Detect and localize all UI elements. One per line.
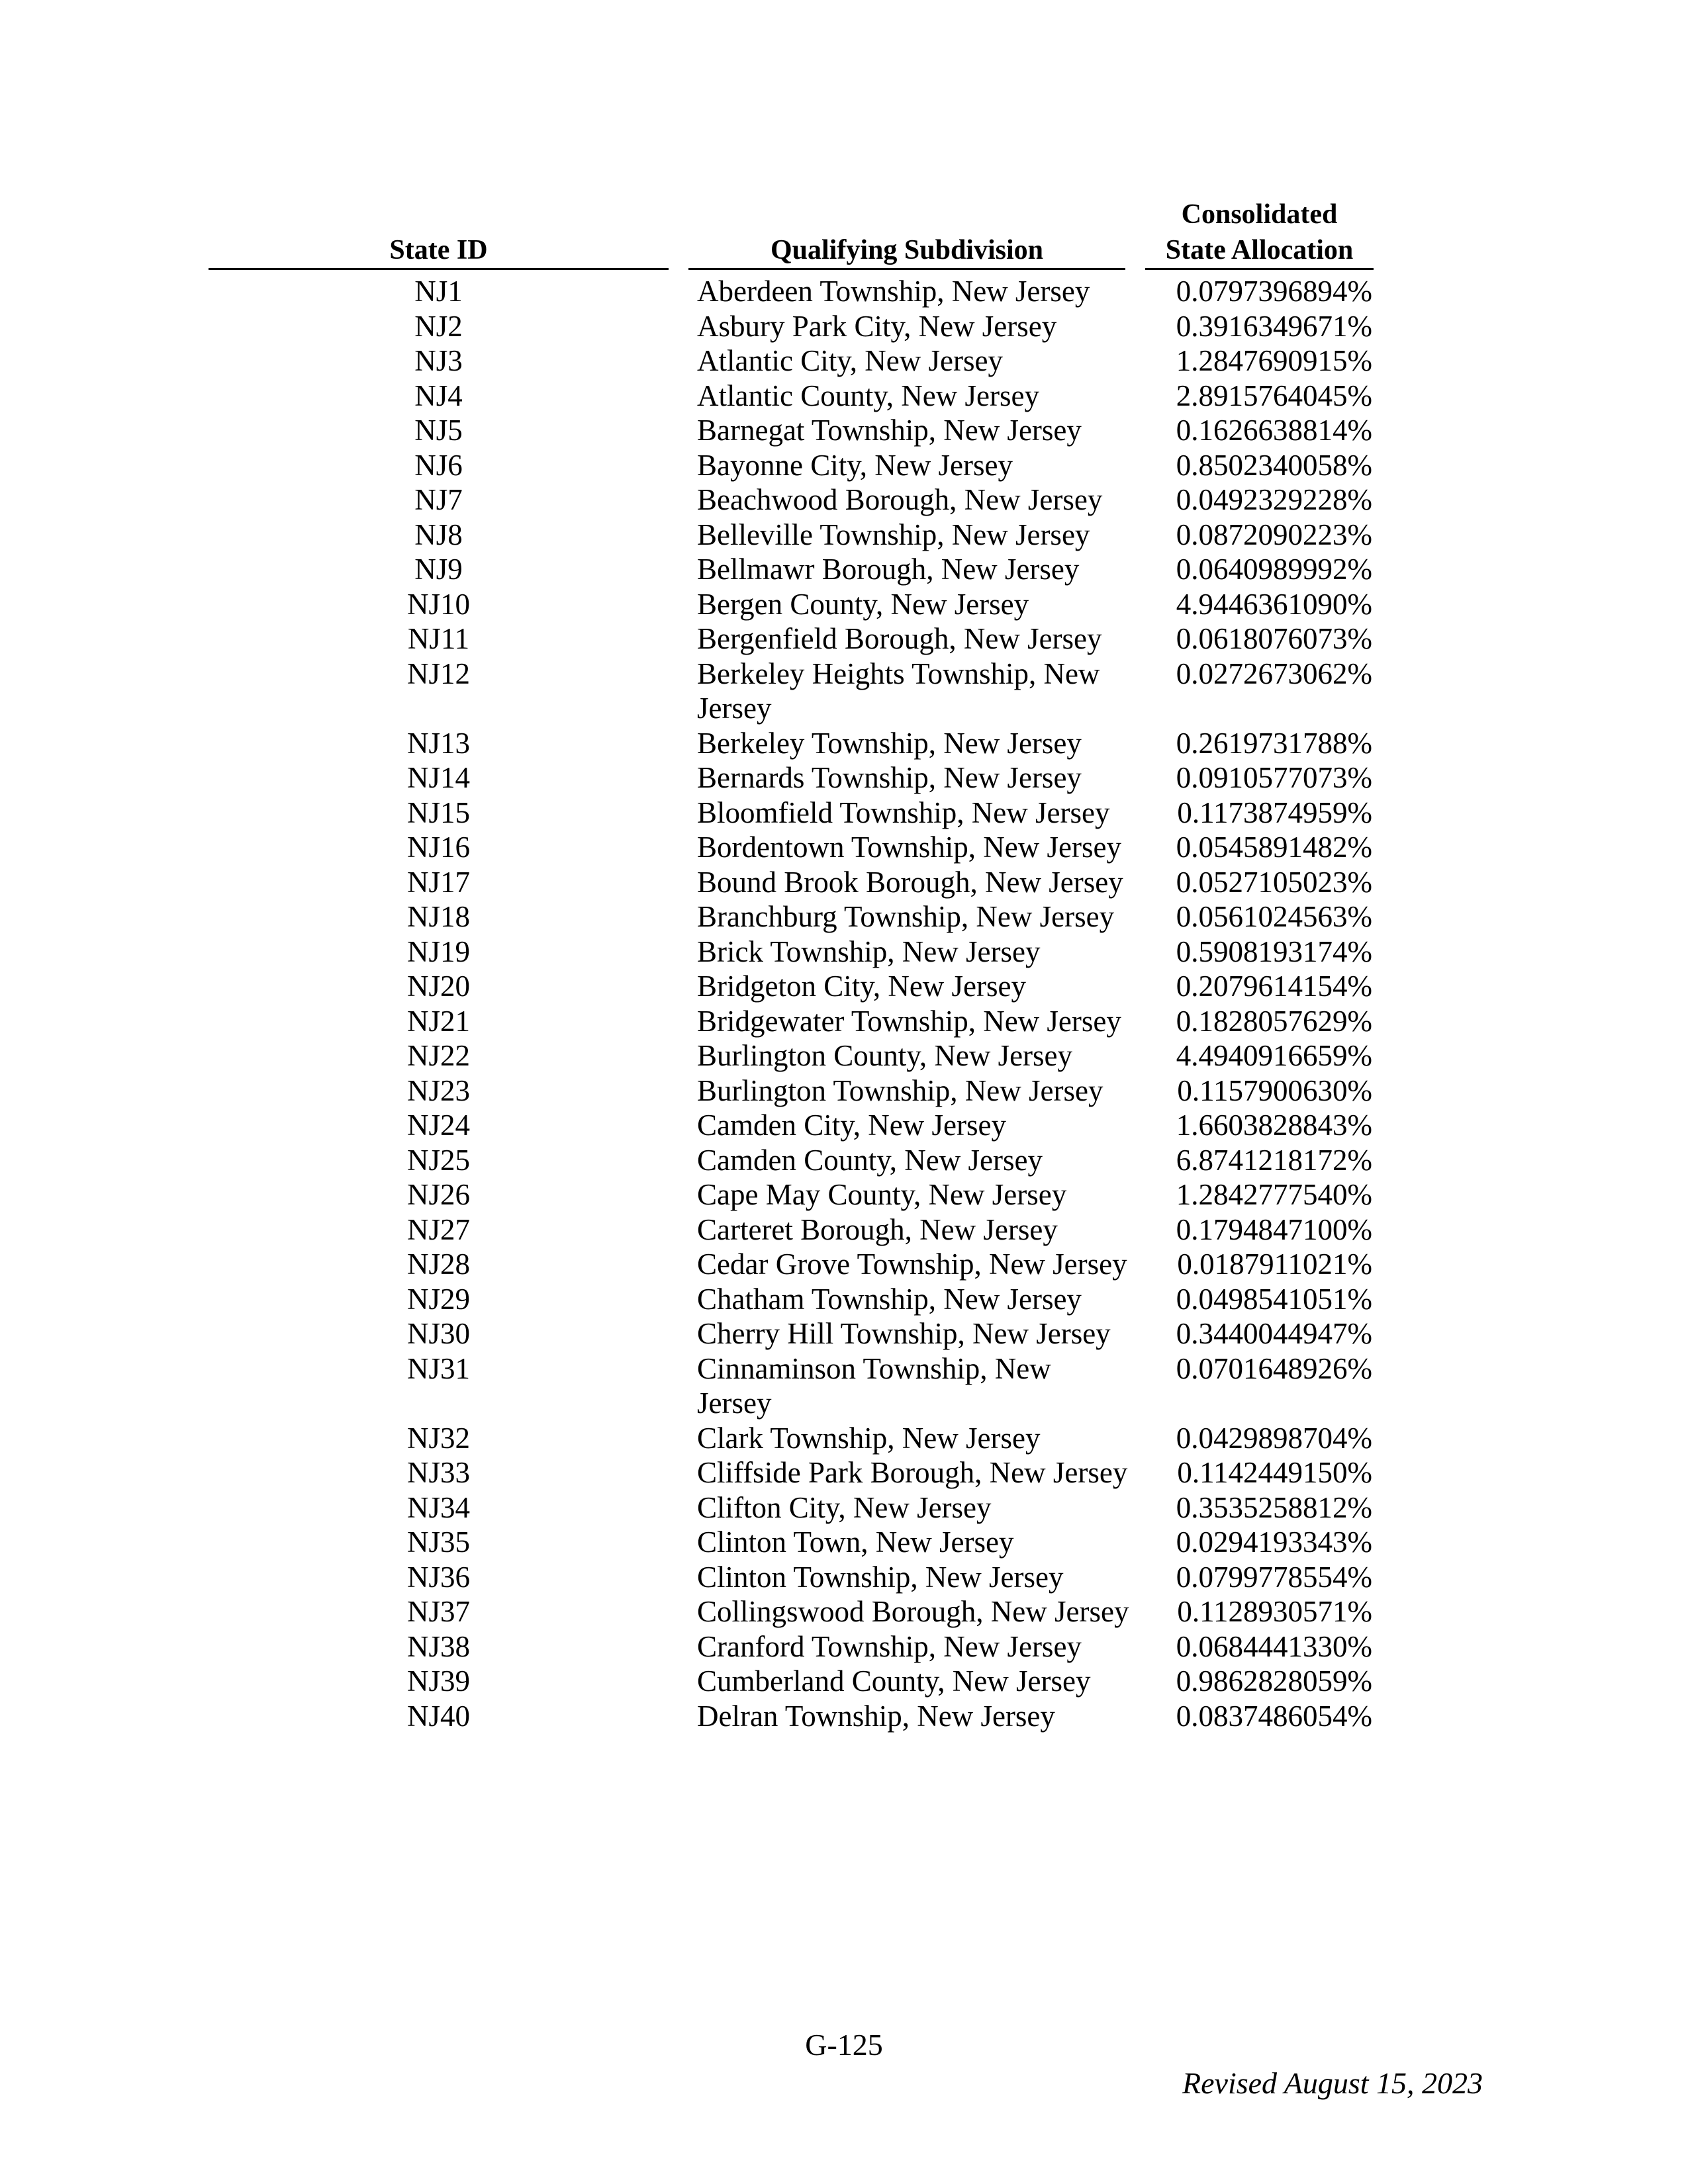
table-row <box>0 1038 1688 1073</box>
state-id-cell: NJ36 <box>406 1560 470 1594</box>
state-id-cell: NJ24 <box>406 1109 470 1142</box>
allocation-cell: 0.0684441330% <box>1176 1629 1372 1663</box>
subdivision-cell: Bridgewater Township, New Jersey <box>697 1004 1121 1038</box>
table-row <box>0 1073 1688 1109</box>
state-id-cell: NJ7 <box>414 483 463 516</box>
subdivision-cell: Brick Township, New Jersey <box>697 934 1041 968</box>
table-row <box>0 1594 1688 1629</box>
subdivision-cell: Delran Township, New Jersey <box>697 1699 1055 1733</box>
table-row <box>0 1699 1688 1734</box>
allocation-cell: 0.0701648926% <box>1176 1351 1372 1385</box>
allocation-cell: 0.2619731788% <box>1176 726 1372 760</box>
table-row <box>0 726 1688 761</box>
allocation-cell: 4.9446361090% <box>1176 587 1372 621</box>
subdivision-cell: Burlington Township, New Jersey <box>697 1073 1103 1107</box>
table-row <box>0 657 1688 726</box>
state-id-cell: NJ34 <box>406 1490 470 1524</box>
allocation-cell: 0.0187911021% <box>1177 1248 1372 1281</box>
table-row <box>0 1629 1688 1664</box>
table-row <box>0 1455 1688 1490</box>
subdivision-cell: Asbury Park City, New Jersey <box>697 309 1057 343</box>
allocation-cell: 0.1173874959% <box>1177 796 1372 829</box>
header-qualifying-subdivision: Qualifying Subdivision <box>770 235 1044 265</box>
table-row <box>0 969 1688 1004</box>
state-id-cell: NJ20 <box>406 970 470 1003</box>
allocation-cell: 0.0498541051% <box>1176 1282 1372 1316</box>
subdivision-cell: Belleville Township, New Jersey <box>697 518 1090 551</box>
allocation-cell: 0.0799778554% <box>1176 1560 1372 1594</box>
header-rule-state-id <box>209 268 669 270</box>
allocation-cell: 2.8915764045% <box>1176 379 1372 412</box>
state-id-cell: NJ10 <box>406 587 470 621</box>
allocation-cell: 0.1626638814% <box>1176 414 1372 447</box>
table-body <box>0 274 1688 1733</box>
allocation-cell: 0.0797396894% <box>1176 275 1372 308</box>
subdivision-cell: Cinnaminson Township, New Jersey <box>697 1351 1051 1420</box>
subdivision-cell: Barnegat Township, New Jersey <box>697 414 1082 447</box>
allocation-cell: 1.2847690915% <box>1176 344 1372 377</box>
subdivision-cell: Cedar Grove Township, New Jersey <box>697 1248 1127 1281</box>
subdivision-cell: Berkeley Township, New Jersey <box>697 726 1082 760</box>
state-id-cell: NJ40 <box>406 1699 470 1733</box>
state-id-cell: NJ28 <box>406 1248 470 1281</box>
subdivision-cell: Branchburg Township, New Jersey <box>697 900 1115 933</box>
subdivision-cell: Clinton Township, New Jersey <box>697 1560 1064 1594</box>
state-id-cell: NJ15 <box>406 796 470 829</box>
state-id-cell: NJ38 <box>406 1629 470 1663</box>
subdivision-cell: Cape May County, New Jersey <box>697 1178 1067 1211</box>
table-row <box>0 934 1688 970</box>
allocation-cell: 6.8741218172% <box>1176 1143 1372 1177</box>
subdivision-cell: Aberdeen Township, New Jersey <box>697 275 1090 308</box>
subdivision-cell: Bernards Township, New Jersey <box>697 761 1082 794</box>
allocation-cell: 0.1157900630% <box>1177 1073 1372 1107</box>
state-id-cell: NJ12 <box>406 657 470 690</box>
subdivision-cell: Bergenfield Borough, New Jersey <box>697 622 1102 655</box>
state-id-cell: NJ39 <box>406 1664 470 1698</box>
state-id-cell: NJ26 <box>406 1178 470 1211</box>
table-row <box>0 1421 1688 1456</box>
allocation-cell: 0.0272673062% <box>1176 657 1372 690</box>
table-row <box>0 1108 1688 1143</box>
table-row <box>0 1560 1688 1595</box>
table-row <box>0 796 1688 831</box>
header-allocation-line2: State Allocation <box>1165 235 1354 265</box>
subdivision-cell: Atlantic City, New Jersey <box>697 344 1003 377</box>
state-id-cell: NJ2 <box>414 309 463 343</box>
state-id-cell: NJ37 <box>406 1595 470 1628</box>
subdivision-cell: Bridgeton City, New Jersey <box>697 970 1026 1003</box>
header-rule-allocation <box>1145 268 1374 270</box>
table-row <box>0 1282 1688 1317</box>
table-row <box>0 899 1688 934</box>
state-id-cell: NJ13 <box>406 726 470 760</box>
table-row <box>0 482 1688 518</box>
table-row <box>0 1351 1688 1421</box>
table-row <box>0 379 1688 414</box>
subdivision-cell: Beachwood Borough, New Jersey <box>697 483 1103 516</box>
state-id-cell: NJ3 <box>414 344 463 377</box>
state-id-cell: NJ11 <box>407 622 470 655</box>
state-id-cell: NJ5 <box>414 414 463 447</box>
state-id-cell: NJ6 <box>414 448 463 482</box>
table-row <box>0 309 1688 344</box>
subdivision-cell: Bloomfield Township, New Jersey <box>697 796 1110 829</box>
allocation-cell: 1.6603828843% <box>1176 1109 1372 1142</box>
state-id-cell: NJ22 <box>406 1039 470 1072</box>
allocation-cell: 0.0545891482% <box>1176 831 1372 864</box>
subdivision-cell: Bayonne City, New Jersey <box>697 448 1013 482</box>
subdivision-cell: Atlantic County, New Jersey <box>697 379 1039 412</box>
header-allocation-line1: Consolidated <box>1181 199 1338 230</box>
subdivision-cell: Bellmawr Borough, New Jersey <box>697 553 1080 586</box>
state-id-cell: NJ17 <box>406 865 470 899</box>
allocation-cell: 0.1794847100% <box>1176 1212 1372 1246</box>
allocation-cell: 0.3440044947% <box>1176 1317 1372 1350</box>
allocation-cell: 1.2842777540% <box>1176 1178 1372 1211</box>
table-row <box>0 552 1688 587</box>
table-row <box>0 1525 1688 1560</box>
allocation-cell: 0.0492329228% <box>1176 483 1372 516</box>
allocation-cell: 0.1128930571% <box>1177 1595 1372 1628</box>
table-row <box>0 518 1688 553</box>
subdivision-cell: Bergen County, New Jersey <box>697 587 1029 621</box>
allocation-cell: 0.1142449150% <box>1177 1456 1372 1489</box>
table-row <box>0 343 1688 379</box>
state-id-cell: NJ30 <box>406 1317 470 1350</box>
allocation-cell: 0.0872090223% <box>1176 518 1372 551</box>
allocation-cell: 0.0910577073% <box>1176 761 1372 794</box>
allocation-cell: 0.5908193174% <box>1176 934 1372 968</box>
state-id-cell: NJ33 <box>406 1456 470 1489</box>
table-row <box>0 1212 1688 1248</box>
page-number: G-125 <box>805 2028 883 2062</box>
subdivision-cell: Chatham Township, New Jersey <box>697 1282 1082 1316</box>
state-id-cell: NJ25 <box>406 1143 470 1177</box>
allocation-cell: 0.0618076073% <box>1176 622 1372 655</box>
table-row <box>0 274 1688 309</box>
allocation-cell: 0.3535258812% <box>1176 1490 1372 1524</box>
state-id-cell: NJ35 <box>406 1525 470 1559</box>
state-id-cell: NJ19 <box>406 934 470 968</box>
table-row <box>0 1316 1688 1351</box>
table-row <box>0 1004 1688 1039</box>
subdivision-cell: Cliffside Park Borough, New Jersey <box>697 1456 1128 1489</box>
allocation-cell: 4.4940916659% <box>1176 1039 1372 1072</box>
subdivision-cell: Camden County, New Jersey <box>697 1143 1043 1177</box>
header-rule-subdivision <box>688 268 1125 270</box>
state-id-cell: NJ27 <box>406 1212 470 1246</box>
table-row <box>0 621 1688 657</box>
allocation-cell: 0.9862828059% <box>1176 1664 1372 1698</box>
state-id-cell: NJ1 <box>414 275 463 308</box>
allocation-cell: 0.0429898704% <box>1176 1421 1372 1455</box>
table-row <box>0 587 1688 622</box>
subdivision-cell: Carteret Borough, New Jersey <box>697 1212 1058 1246</box>
allocation-cell: 0.1828057629% <box>1176 1004 1372 1038</box>
subdivision-cell: Clinton Town, New Jersey <box>697 1525 1014 1559</box>
allocation-cell: 0.0640989992% <box>1176 553 1372 586</box>
state-id-cell: NJ14 <box>406 761 470 794</box>
subdivision-cell: Cranford Township, New Jersey <box>697 1629 1082 1663</box>
state-id-cell: NJ31 <box>406 1351 470 1385</box>
table-row <box>0 1143 1688 1178</box>
state-id-cell: NJ32 <box>406 1421 470 1455</box>
subdivision-cell: Bordentown Township, New Jersey <box>697 831 1121 864</box>
table-row <box>0 1490 1688 1525</box>
allocation-cell: 0.0294193343% <box>1176 1525 1372 1559</box>
table-row <box>0 448 1688 483</box>
state-id-cell: NJ9 <box>414 553 463 586</box>
subdivision-cell: Collingswood Borough, New Jersey <box>697 1595 1129 1628</box>
allocation-cell: 0.8502340058% <box>1176 448 1372 482</box>
state-id-cell: NJ16 <box>406 831 470 864</box>
allocation-cell: 0.0527105023% <box>1176 865 1372 899</box>
table-row <box>0 830 1688 865</box>
subdivision-cell: Berkeley Heights Township, New Jersey <box>697 657 1100 725</box>
allocation-cell: 0.3916349671% <box>1176 309 1372 343</box>
subdivision-cell: Bound Brook Borough, New Jersey <box>697 865 1123 899</box>
allocation-cell: 0.2079614154% <box>1176 970 1372 1003</box>
revision-date: Revised August 15, 2023 <box>1182 2066 1483 2100</box>
state-id-cell: NJ18 <box>406 900 470 933</box>
table-row <box>0 413 1688 448</box>
state-id-cell: NJ21 <box>406 1004 470 1038</box>
header-state-id: State ID <box>389 235 488 265</box>
subdivision-cell: Cumberland County, New Jersey <box>697 1664 1091 1698</box>
table-row <box>0 760 1688 796</box>
table-row <box>0 865 1688 900</box>
allocation-cell: 0.0837486054% <box>1176 1699 1372 1733</box>
state-id-cell: NJ8 <box>414 518 463 551</box>
subdivision-cell: Camden City, New Jersey <box>697 1109 1006 1142</box>
table-row <box>0 1247 1688 1282</box>
state-id-cell: NJ23 <box>406 1073 470 1107</box>
state-id-cell: NJ29 <box>406 1282 470 1316</box>
subdivision-cell: Cherry Hill Township, New Jersey <box>697 1317 1111 1350</box>
state-id-cell: NJ4 <box>414 379 463 412</box>
table-row <box>0 1664 1688 1699</box>
subdivision-cell: Burlington County, New Jersey <box>697 1039 1073 1072</box>
allocation-cell: 0.0561024563% <box>1176 900 1372 933</box>
table-row <box>0 1177 1688 1212</box>
subdivision-cell: Clifton City, New Jersey <box>697 1490 992 1524</box>
subdivision-cell: Clark Township, New Jersey <box>697 1421 1041 1455</box>
